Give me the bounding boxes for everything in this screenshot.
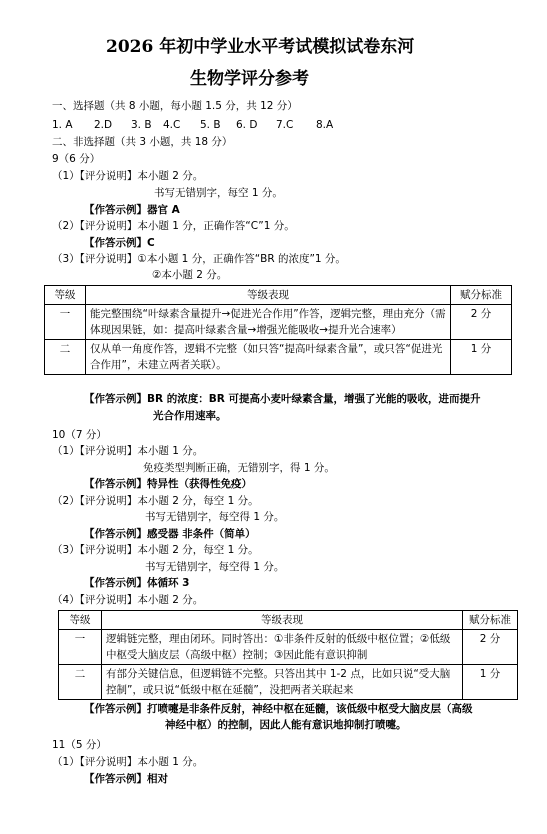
answer-row [52,118,333,132]
example-text: C [147,237,155,249]
q10-p1-note: 免疫类型判断正确，无错别字，得 1 分。 [143,462,335,474]
q9-p1-note: 书写无错别字，每空 1 分。 [154,187,283,199]
table-cell-desc: 逻辑链完整，理由闭环。同时答出：①非条件反射的低级中枢位置；②低级中枢受大脑皮层（高级中枢）控制；③因此能有意识抑制 [102,630,463,665]
table-cell-score: 1 分 [451,340,512,375]
part1-heading: 一、选择题（共 8 小题，每小题 1.5 分，共 12 分） [52,100,298,112]
answer-item: 7.C [276,119,294,131]
table-header: 赋分标准 [451,286,512,305]
example-text: 体循环 3 [147,577,190,589]
example-label: 【作答示例】 [84,577,147,589]
page-title: 2026 年初中学业水平考试模拟试卷东河 [106,37,415,57]
q9-heading: 9（6 分） [52,153,101,165]
q9-p2-tag: （2）【评分说明】本小题 1 分，正确作答“C”1 分。 [52,220,295,232]
q9-p3-tag: （3）【评分说明】①本小题 1 分，正确作答“BR 的浓度”1 分。 [52,253,346,265]
part2-heading: 二、非选择题（共 3 小题，共 18 分） [52,136,233,148]
table-cell-level: 一 [45,305,86,340]
q9-p1-example [84,203,180,217]
q10-p2-example [84,527,256,541]
q10-p3-note: 书写无错别字，每空得 1 分。 [145,561,285,573]
table-row [59,630,518,665]
table-header: 等级表现 [102,611,463,630]
answer-item: 3. B [131,119,152,131]
q9-p2-example [84,236,155,250]
example-label: 【作答示例】 [84,528,147,540]
example-text: 器官 A [147,204,180,216]
q10-p3-example [84,576,189,590]
example-label: 【作答示例】 [84,703,147,715]
q10-p1-tag: （1）【评分说明】本小题 1 分。 [52,445,204,457]
example-text: 相对 [147,773,168,785]
q10-p4-tag: （4）【评分说明】本小题 2 分。 [52,594,204,606]
q10-p2-note: 书写无错别字，每空得 1 分。 [145,511,285,523]
q10-p4-example [84,702,473,716]
example-label: 【作答示例】 [84,237,147,249]
answer-item: 8.A [316,119,334,131]
example-label: 【作答示例】 [84,393,147,405]
example-text: 打喷嚏是非条件反射，神经中枢在延髓，该低级中枢受大脑皮层（高级 [147,703,473,715]
table-header: 赋分标准 [463,611,518,630]
q10-grading-table [58,610,518,700]
answer-item: 2.D [94,119,113,131]
q11-p1-tag: （1）【评分说明】本小题 1 分。 [52,756,204,768]
table-cell-score: 1 分 [463,665,518,700]
table-row [59,665,518,700]
table-cell-desc: 有部分关键信息，但逻辑链不完整。只答出其中 1-2 点，比如只说“受大脑控制”，或只说“低级中枢在延髓”，没把两者关联起来 [102,665,463,700]
example-text: 特异性（获得性免疫） [147,478,252,490]
table-cell-level: 二 [59,665,102,700]
q9-p3-example-cont: 光合作用速率。 [153,410,227,422]
q10-p1-example [84,477,252,491]
q10-heading: 10（7 分） [52,429,107,441]
page-subtitle: 生物学评分参考 [190,69,309,89]
table-header: 等级 [45,286,86,305]
q10-p4-example-cont: 神经中枢）的控制，因此人能有意识地抑制打喷嚏。 [165,719,407,731]
answer-item: 5. B [200,119,221,131]
table-cell-desc: 能完整围绕“叶绿素含量提升→促进光合作用”作答，逻辑完整，理由充分（需体现因果链，如：提高叶绿素含量→增强光能吸收→提升光合速率） [86,305,451,340]
answer-item: 6. D [236,119,258,131]
example-label: 【作答示例】 [84,773,147,785]
table-cell-score: 2 分 [451,305,512,340]
table-cell-level: 一 [59,630,102,665]
q10-p3-tag: （3）【评分说明】本小题 2 分，每空 1 分。 [52,544,259,556]
table-cell-score: 2 分 [463,630,518,665]
q10-p2-tag: （2）【评分说明】本小题 2 分，每空 1 分。 [52,495,259,507]
table-row [45,340,512,375]
table-cell-level: 二 [45,340,86,375]
example-text: BR 的浓度：BR 可提高小麦叶绿素含量，增强了光能的吸收，进而提升 [147,393,481,405]
answer-item: 4.C [163,119,181,131]
q11-heading: 11（5 分） [52,739,107,751]
q11-p1-example [84,772,168,786]
q9-p3-note: ②本小题 2 分。 [152,269,228,281]
table-row [45,305,512,340]
example-text: 感受器 非条件（简单） [147,528,256,540]
example-label: 【作答示例】 [84,478,147,490]
q9-grading-table [44,285,512,375]
q9-p1-tag: （1）【评分说明】本小题 2 分。 [52,170,204,182]
example-label: 【作答示例】 [84,204,147,216]
table-header: 等级表现 [86,286,451,305]
table-cell-desc: 仅从单一角度作答，逻辑不完整（如只答“提高叶绿素含量”，或只答“促进光合作用”，未建立两者关联）。 [86,340,451,375]
answer-item: 1. A [52,119,73,131]
q9-p3-example [84,392,481,406]
table-header: 等级 [59,611,102,630]
